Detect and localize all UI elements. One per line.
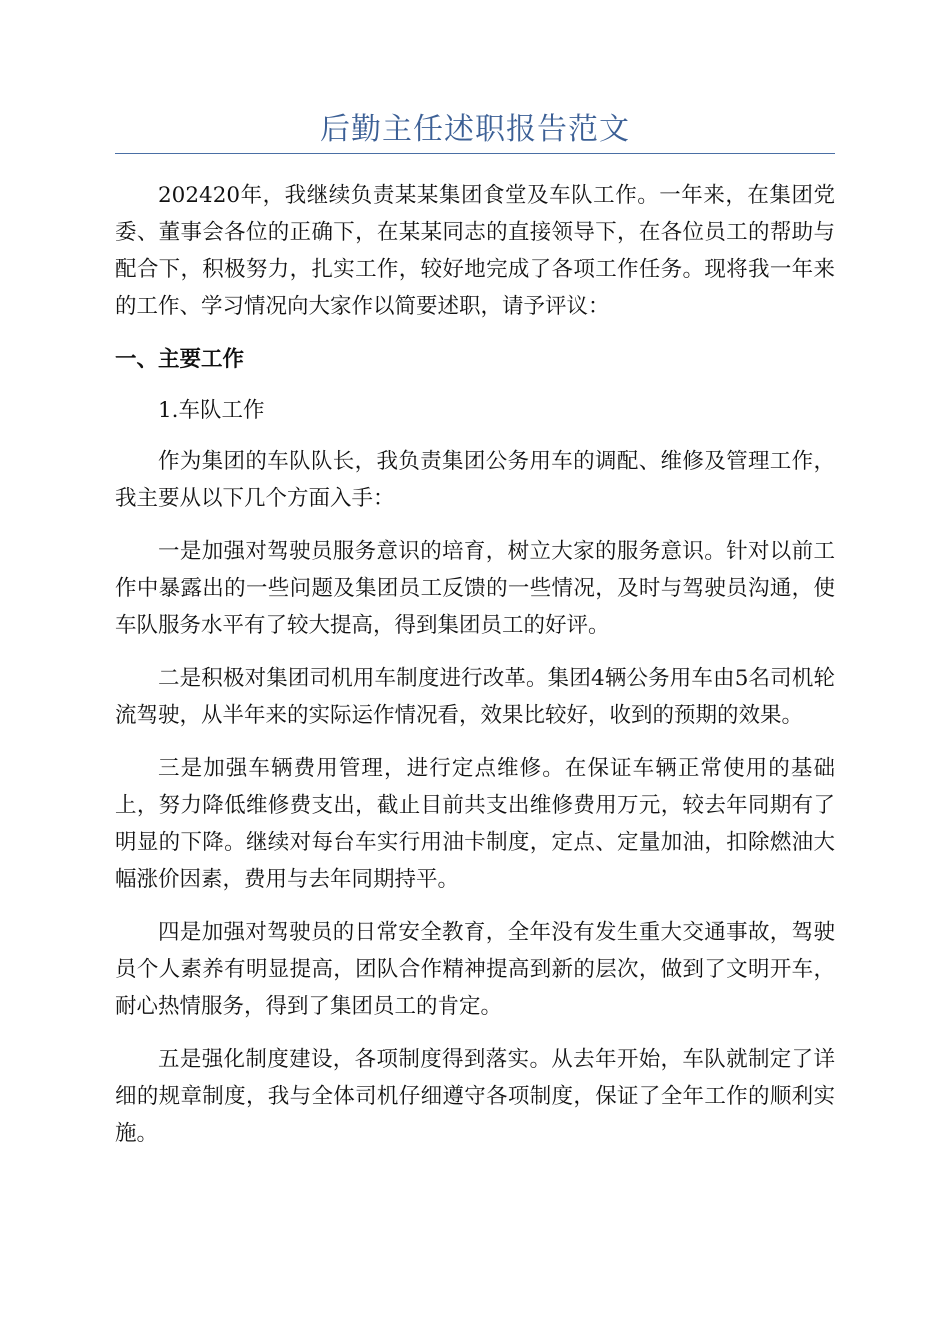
title-underline: [115, 153, 835, 154]
body-paragraph: 二是积极对集团司机用车制度进行改革。集团4辆公务用车由5名司机轮流驾驶，从半年来的实际运作情况看，效果比较好，收到的预期的效果。: [115, 666, 835, 728]
body-paragraph: 四是加强对驾驶员的日常安全教育，全年没有发生重大交通事故，驾驶员个人素养有明显提高，团队合作精神提高到新的层次，做到了文明开车，耐心热情服务，得到了集团员工的肯定。: [115, 920, 835, 1019]
document-body: [115, 177, 835, 1168]
intro-paragraph: 202420年，我继续负责某某集团食堂及车队工作。一年来，在集团党委、董事会各位的正确下，在某某同志的直接领导下，在各位员工的帮助与配合下，积极努力，扎实工作，较好地完成了各项工作任务。现将我一年来的工作、学习情况向大家作以简要述职，请予评议：: [115, 183, 835, 319]
body-paragraph: 五是强化制度建设，各项制度得到落实。从去年开始，车队就制定了详细的规章制度，我与全体司机仔细遵守各项制度，保证了全年工作的顺利实施。: [115, 1047, 835, 1146]
body-paragraph: 作为集团的车队队长，我负责集团公务用车的调配、维修及管理工作，我主要从以下几个方面入手：: [115, 449, 835, 511]
subsection-heading: 1.车队工作: [158, 398, 265, 423]
body-paragraph: 一是加强对驾驶员服务意识的培育，树立大家的服务意识。针对以前工作中暴露出的一些问题及集团员工反馈的一些情况，及时与驾驶员沟通，使车队服务水平有了较大提高，得到集团员工的好评。: [115, 539, 835, 638]
document-title: 后勤主任述职报告范文: [320, 112, 630, 147]
section-heading: 一、主要工作: [115, 347, 245, 372]
body-paragraph: 三是加强车辆费用管理，进行定点维修。在保证车辆正常使用的基础上，努力降低维修费支出，截止目前共支出维修费用万元，较去年同期有了明显的下降。继续对每台车实行用油卡制度，定点、定量加油，扣除燃油大幅涨价因素，费用与去年同期持平。: [115, 756, 835, 892]
